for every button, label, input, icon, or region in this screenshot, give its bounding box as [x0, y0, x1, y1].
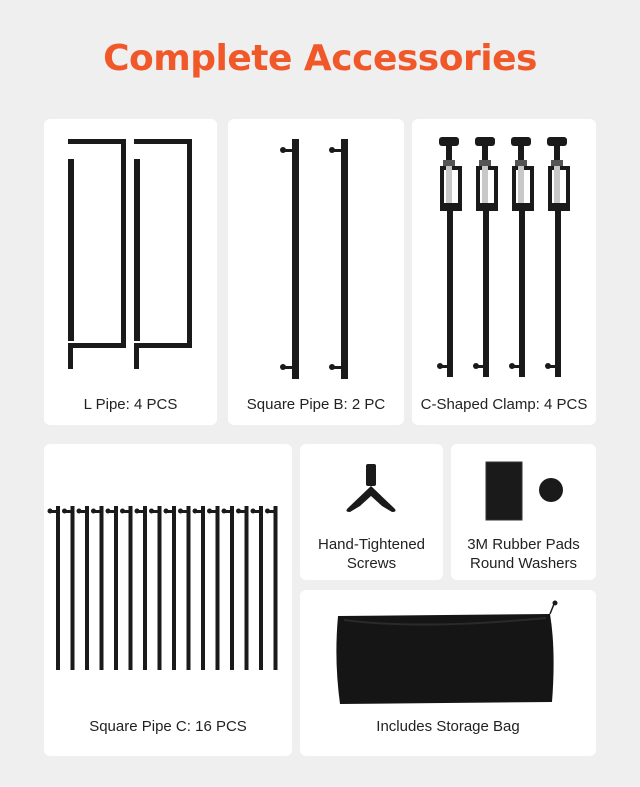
wing-screw-label-1: Hand-Tightened	[317, 536, 425, 553]
square-pipe-b-label: Square Pipe B: 2 PC	[246, 396, 386, 413]
card-square-pipe-b	[228, 119, 404, 425]
square-pipe-c-label: Square Pipe C: 16 PCS	[89, 718, 247, 735]
page-title: Complete Accessories	[103, 38, 537, 79]
storage-bag-label: Includes Storage Bag	[376, 718, 520, 735]
rubber-pads-label-2: Round Washers	[470, 555, 577, 572]
wing-screw-label-2: Screws	[346, 555, 397, 572]
l-pipe-icon	[44, 119, 217, 425]
rubber-pads-label-1: 3M Rubber Pads	[467, 536, 580, 553]
card-square-pipe-c	[44, 444, 292, 756]
l-pipe-label: L Pipe: 4 PCS	[83, 396, 178, 413]
c-clamp-label: C-Shaped Clamp: 4 PCS	[420, 396, 588, 413]
card-rubber-pads	[451, 444, 596, 580]
card-storage-bag	[300, 590, 596, 756]
square-pipe-b-icon	[228, 119, 404, 425]
c-clamp-icon	[412, 119, 596, 425]
card-c-clamp	[412, 119, 596, 425]
card-l-pipe	[44, 119, 217, 425]
square-pipe-c-icon	[44, 444, 292, 756]
card-wing-screw	[300, 444, 443, 580]
